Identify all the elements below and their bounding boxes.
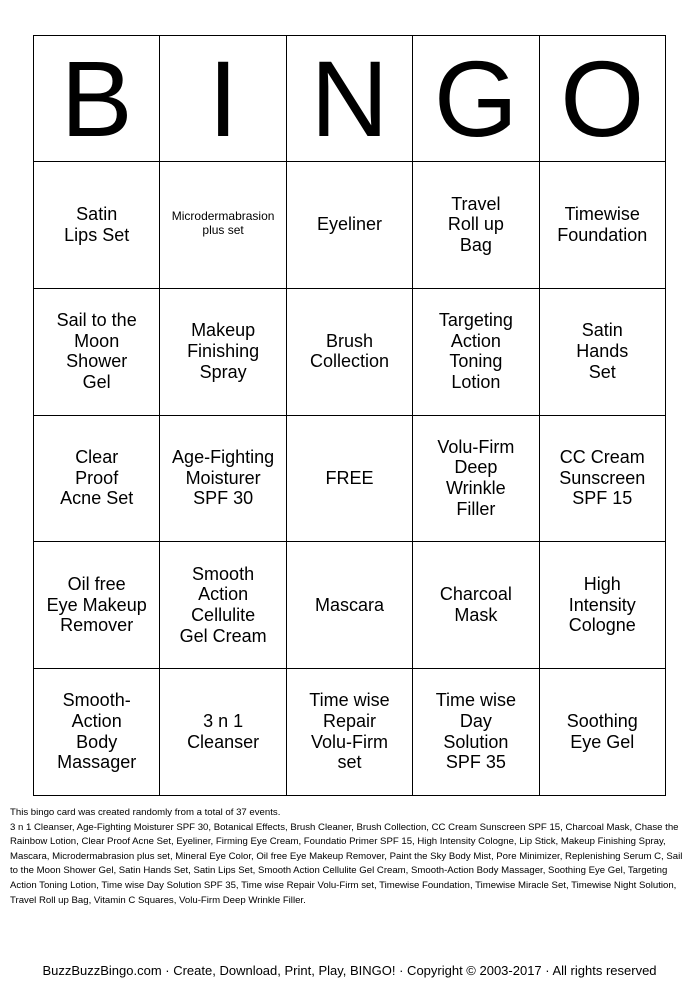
bingo-card bbox=[33, 35, 666, 796]
bingo-header-row bbox=[34, 36, 666, 162]
bingo-cell bbox=[286, 162, 412, 289]
cell-label: Time wise Repair Volu-Firm set bbox=[309, 690, 390, 773]
card-info bbox=[10, 806, 690, 908]
cell-label: Sail to the Moon Shower Gel bbox=[56, 309, 137, 393]
header-letter-o: O bbox=[539, 36, 665, 162]
free-cell bbox=[286, 415, 412, 542]
cell-label: Soothing Eye Gel bbox=[566, 711, 638, 752]
cell-label: Targeting Action Toning Lotion bbox=[438, 309, 513, 393]
bingo-cell bbox=[539, 669, 665, 796]
cell-label: Oil free Eye Makeup Remover bbox=[46, 573, 147, 636]
bingo-cell bbox=[539, 162, 665, 289]
cell-label: Age-Fighting Moisturer SPF 30 bbox=[172, 447, 275, 509]
bingo-cell bbox=[34, 288, 160, 415]
header-letter-i: I bbox=[160, 36, 286, 162]
header-letter-n: N bbox=[286, 36, 412, 162]
bingo-cell bbox=[286, 288, 412, 415]
bingo-cell bbox=[413, 415, 539, 542]
bingo-cell bbox=[286, 542, 412, 669]
bingo-row bbox=[34, 162, 666, 289]
bingo-cell bbox=[160, 288, 286, 415]
cell-label: Time wise Day Solution SPF 35 bbox=[435, 690, 517, 773]
cell-label: Smooth Action Cellulite Gel Cream bbox=[179, 563, 267, 646]
cell-label: Makeup Finishing Spray bbox=[187, 320, 260, 382]
bingo-row bbox=[34, 542, 666, 669]
cell-label: Clear Proof Acne Set bbox=[60, 447, 134, 509]
bingo-cell bbox=[286, 669, 412, 796]
bingo-cell bbox=[34, 415, 160, 542]
cell-label: Volu-Firm Deep Wrinkle Filler bbox=[437, 436, 515, 519]
bingo-cell bbox=[34, 669, 160, 796]
bingo-cell bbox=[539, 415, 665, 542]
bingo-row bbox=[34, 669, 666, 796]
cell-label: Eyeliner bbox=[316, 214, 382, 235]
cell-label: Brush Collection bbox=[309, 330, 389, 372]
cell-label: High Intensity Cologne bbox=[568, 573, 636, 636]
cell-label: Timewise Foundation bbox=[557, 203, 648, 245]
bingo-cell bbox=[539, 542, 665, 669]
cell-label: Charcoal Mask bbox=[439, 584, 512, 625]
header-letter-b: B bbox=[34, 36, 160, 162]
cell-label: Smooth-Action Body Massager bbox=[57, 690, 137, 773]
bingo-cell bbox=[160, 669, 286, 796]
bingo-row bbox=[34, 288, 666, 415]
bingo-cell bbox=[160, 415, 286, 542]
bingo-cell bbox=[413, 288, 539, 415]
cell-label: Satin Hands Set bbox=[576, 320, 629, 382]
bingo-cell bbox=[413, 162, 539, 289]
bingo-cell bbox=[34, 162, 160, 289]
bingo-cell bbox=[413, 542, 539, 669]
bingo-cell bbox=[34, 542, 160, 669]
bingo-cell bbox=[160, 162, 286, 289]
cell-label: Mascara bbox=[314, 594, 384, 615]
bingo-cell bbox=[539, 288, 665, 415]
card-summary: This bingo card was created randomly from a total of 37 events. bbox=[10, 807, 281, 818]
bingo-cell bbox=[413, 669, 539, 796]
site-footer: BuzzBuzzBingo.com · Create, Download, Print, Play, BINGO! · Copyright © 2003-2017 · All rights reserved bbox=[42, 963, 657, 978]
header-letter-g: G bbox=[413, 36, 539, 162]
event-list: 3 n 1 Cleanser, Age-Fighting Moisturer SPF 30, Botanical Effects, Brush Cleaner, Brush Collection, CC Cream Sunscreen SPF 15, Charcoal Mask, Chase the Rainbow Lotion, Clear Proof Acne Set, Eyeliner, Firming Eye Cream, Foundatio Primer SPF 15, High Intensity Cologne, Lip Stick, Makeup Finishing Spray, Mascara, Microdermabrasion plus set, Mineral Eye Color, Oil free Eye Makeup Remover, Paint the Sky Body Mist, Pore Minimizer, Replenishing Serum C, Sail to the Moon Shower Gel, Satin Hands Set, Satin Lips Set, Smooth Action Cellulite Gel Cream, Smooth-Action Body Massager, Soothing Eye Gel, Targeting Action Toning Lotion, Time wise Day Solution SPF 35, Time wise Repair Volu-Firm set, Timewise Foundation, Timewise Miracle Set, Timewise Night Solution, Travel Roll up Bag, Vitamin C Squares, Volu-Firm Deep Wrinkle Filler. bbox=[10, 821, 683, 906]
cell-label: Microdermabrasion plus set bbox=[171, 209, 275, 238]
bingo-cell bbox=[160, 542, 286, 669]
bingo-row bbox=[34, 415, 666, 542]
cell-label: Travel Roll up Bag bbox=[447, 193, 504, 255]
cell-label: CC Cream Sunscreen SPF 15 bbox=[559, 447, 646, 509]
cell-label: 3 n 1 Cleanser bbox=[187, 711, 260, 752]
free-label: FREE bbox=[325, 467, 374, 488]
cell-label: Satin Lips Set bbox=[64, 203, 130, 245]
